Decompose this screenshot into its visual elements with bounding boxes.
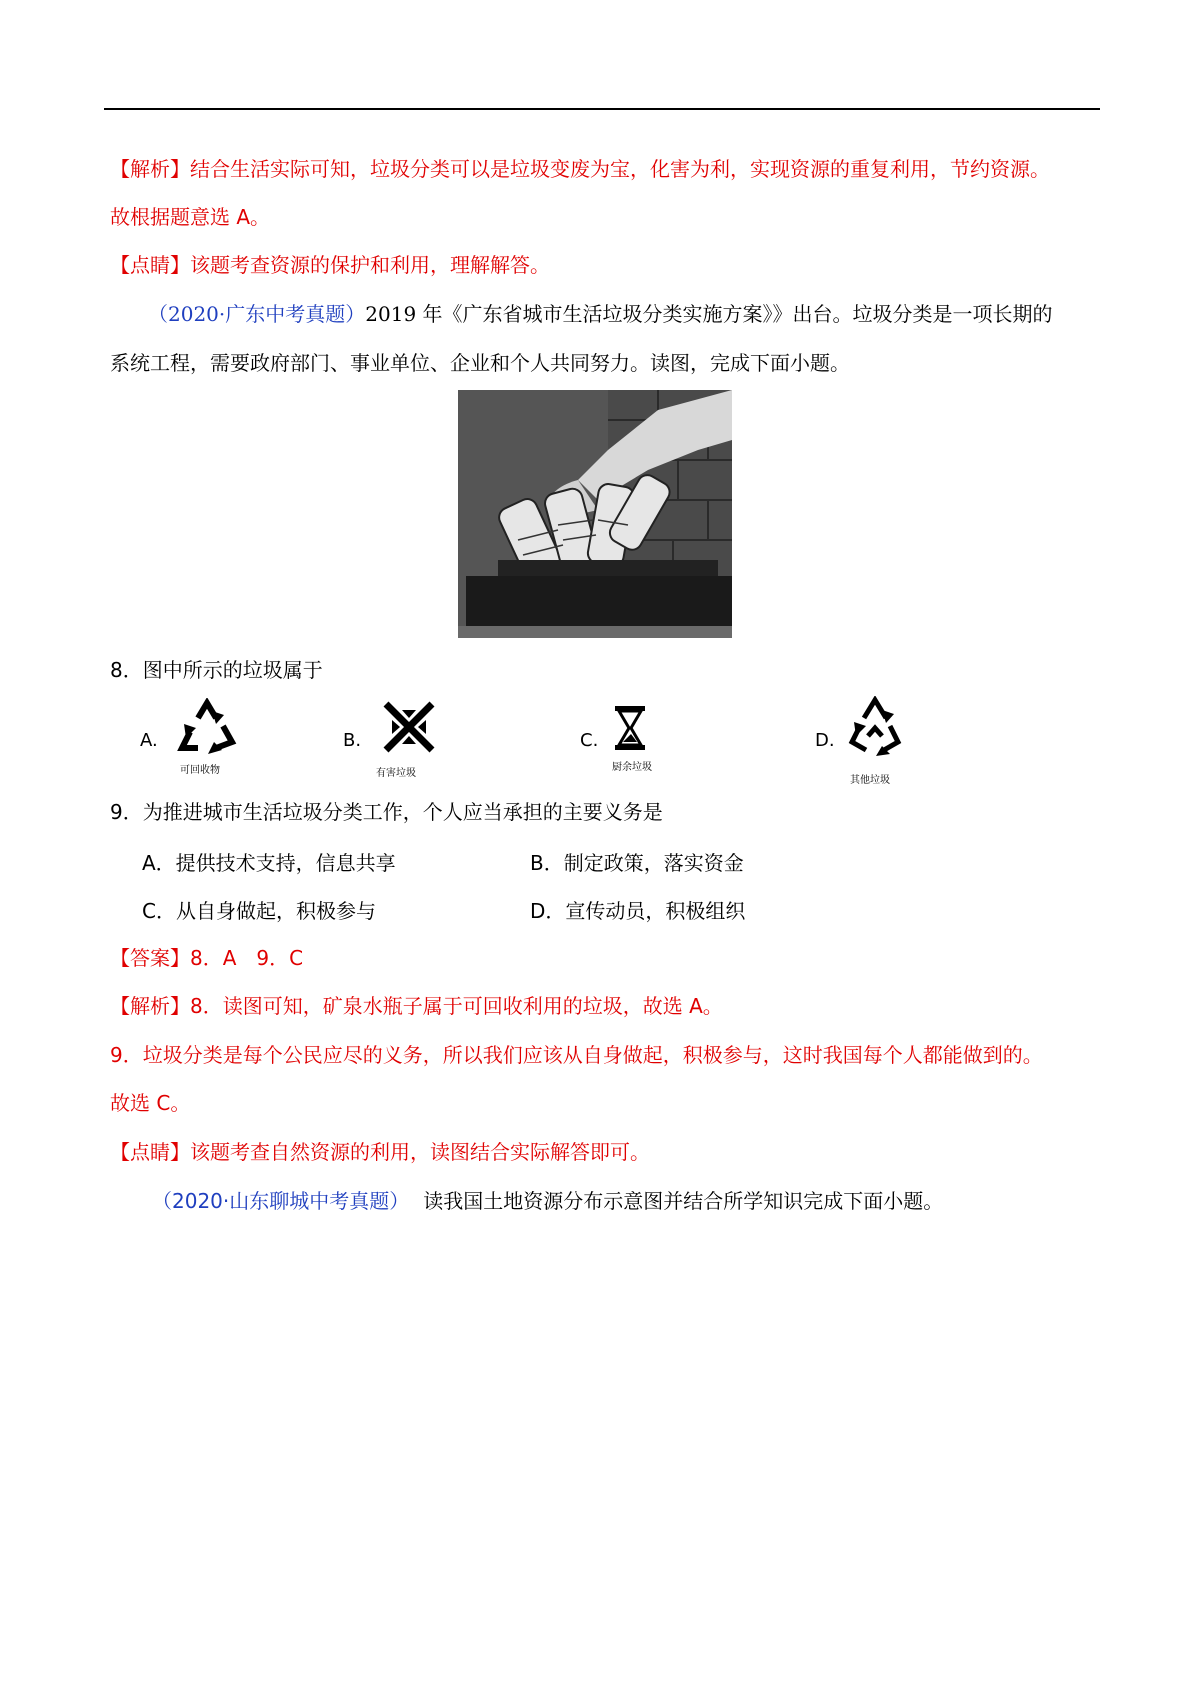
q8-option-b-caption: 有害垃圾 <box>376 768 416 779</box>
analysis-2-line-1 <box>110 992 723 1020</box>
q9-option-c[interactable]: C．从自身做起，积极参与 <box>142 899 376 923</box>
q8-option-d-letter[interactable]: D. <box>815 730 835 751</box>
source-text: 2019 年《广东省城市生活垃圾分类实施方案》》出台。垃圾分类是一项长期的 <box>365 302 1053 326</box>
comment-tag: 【点睛】 <box>110 253 190 277</box>
source-tag: （2020·广东中考真题） <box>148 302 366 326</box>
analysis-2-line-2: 9．垃圾分类是每个公民应尽的义务，所以我们应该从自身做起，积极参与，这时我国每个人都能做到的。 <box>110 1043 1043 1067</box>
analysis-tag: 【解析】 <box>110 994 190 1018</box>
comment-tag: 【点睛】 <box>110 1140 190 1164</box>
q9-option-b[interactable]: B．制定政策，落实资金 <box>530 851 744 875</box>
analysis-text: 8．读图可知，矿泉水瓶子属于可回收利用的垃圾，故选 A。 <box>190 994 723 1018</box>
comment-text: 该题考查自然资源的利用，读图结合实际解答即可。 <box>190 1140 650 1164</box>
comment-1 <box>110 251 550 279</box>
header-rule <box>104 108 1100 110</box>
q8-option-c-letter[interactable]: C. <box>580 730 599 751</box>
q8-option-a-letter[interactable]: A. <box>140 730 158 751</box>
answer-text: 8．A 9．C <box>190 946 304 970</box>
analysis-text: 结合生活实际可知，垃圾分类可以是垃圾变废为宝，化害为利，实现资源的重复利用，节约资源。 <box>190 157 1050 181</box>
question-9-stem: 9．为推进城市生活垃圾分类工作，个人应当承担的主要义务是 <box>110 800 663 824</box>
source-2-line <box>152 1187 943 1215</box>
source-1-line-1 <box>148 300 1053 328</box>
recycle-icon <box>176 698 238 756</box>
source-tag: （2020·山东聊城中考真题） <box>152 1189 410 1213</box>
source-text: 读我国土地资源分布示意图并结合所学知识完成下面小题。 <box>423 1189 944 1213</box>
q9-option-d[interactable]: D．宣传动员，积极组织 <box>530 899 746 923</box>
q8-option-d-caption: 其他垃圾 <box>850 775 890 786</box>
kitchen-waste-icon <box>611 704 649 752</box>
q8-option-b-letter[interactable]: B. <box>343 730 362 751</box>
q8-option-a-caption: 可回收物 <box>180 765 220 776</box>
question-8-stem: 8．图中所示的垃圾属于 <box>110 658 323 682</box>
analysis-1-line-2: 故根据题意选 A。 <box>110 205 271 229</box>
analysis-tag: 【解析】 <box>110 157 190 181</box>
other-waste-icon <box>848 696 902 758</box>
analysis-2-line-3: 故选 C。 <box>110 1091 191 1115</box>
analysis-1-line-1 <box>110 155 1050 183</box>
answer-line <box>110 944 303 972</box>
bottles-trash-photo <box>458 390 732 638</box>
q9-option-a[interactable]: A．提供技术支持，信息共享 <box>142 851 396 875</box>
answer-tag: 【答案】 <box>110 946 190 970</box>
hazardous-icon <box>382 700 436 754</box>
comment-2 <box>110 1138 650 1166</box>
q8-option-c-caption: 厨余垃圾 <box>612 762 652 773</box>
comment-text: 该题考查资源的保护和利用，理解解答。 <box>190 253 550 277</box>
source-1-line-2: 系统工程，需要政府部门、事业单位、企业和个人共同努力。读图，完成下面小题。 <box>110 351 850 375</box>
